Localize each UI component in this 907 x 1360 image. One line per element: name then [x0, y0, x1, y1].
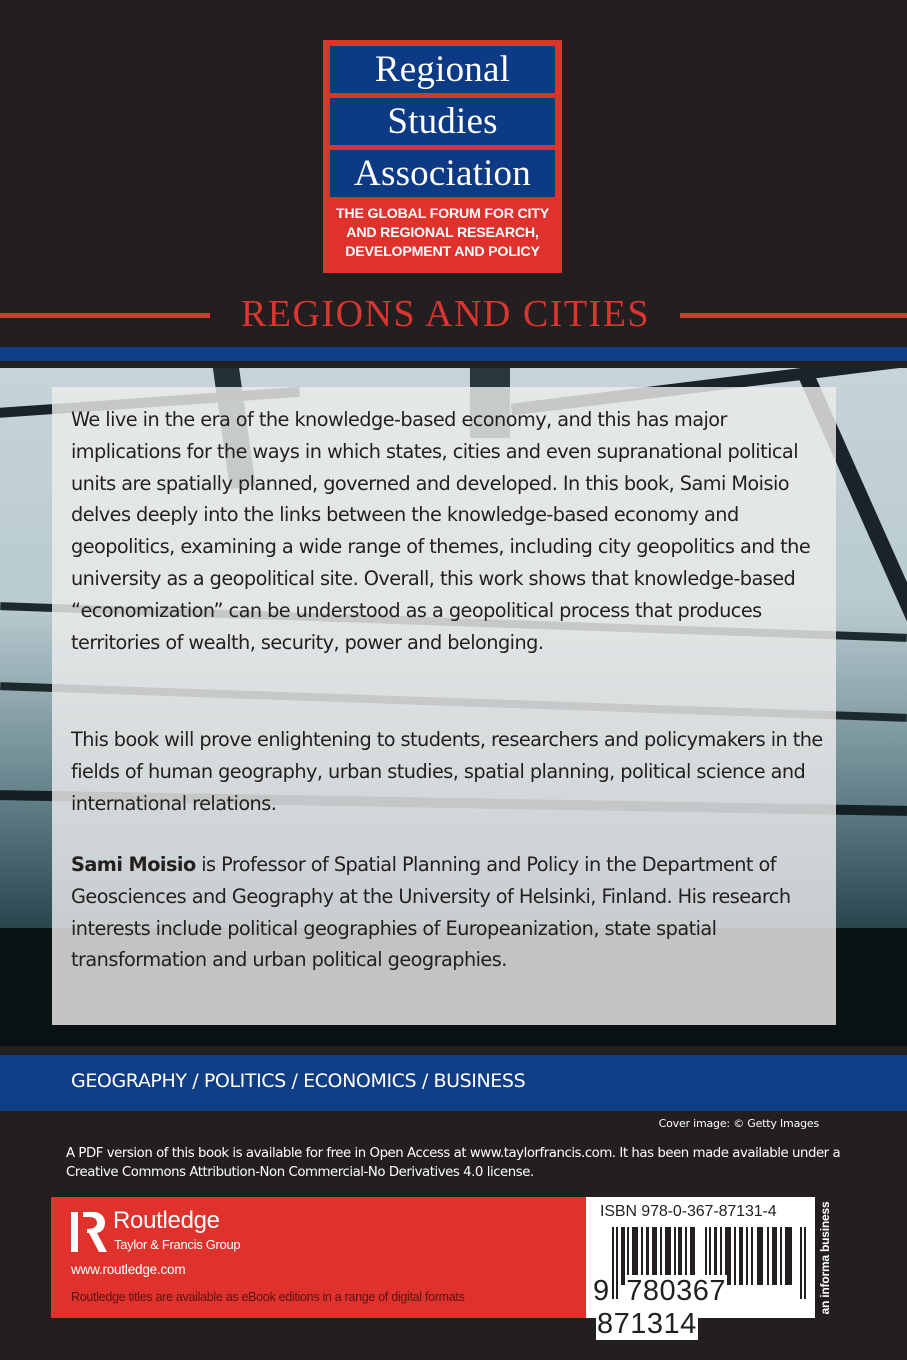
- logo-tagline: [330, 205, 555, 262]
- ean-group-1: 780367: [626, 1275, 726, 1307]
- publisher-block: [51, 1197, 586, 1318]
- author-bio-text: is Professor of Spatial Planning and Policy in the Department of Geosciences and Geography at the University of Helsinki, Finland. His research interests include political geographies of Europeanization, state spatial transformation and urban political geographies.: [71, 853, 791, 972]
- tagline-line-1: THE GLOBAL FORUM FOR CITY: [335, 206, 550, 222]
- subject-categories: GEOGRAPHY / POLITICS / ECONOMICS / BUSINESS: [71, 1070, 526, 1092]
- author-name: Sami Moisio: [71, 853, 196, 876]
- series-heading: [0, 290, 907, 336]
- logo-line-studies: Studies: [330, 98, 555, 145]
- divider-left: [0, 313, 210, 318]
- rsa-logo: [323, 40, 562, 273]
- blue-divider-band: [0, 347, 907, 361]
- subject-band: [0, 1055, 907, 1111]
- informa-label: [816, 1201, 834, 1314]
- ean-digits: [592, 1275, 815, 1341]
- cover-credit: Cover image: © Getty Images: [658, 1117, 819, 1130]
- ean-group-2: 871314: [597, 1308, 697, 1340]
- isbn-label: ISBN 978-0-367-87131-4: [600, 1203, 777, 1220]
- isbn-barcode: [586, 1197, 815, 1340]
- publisher-name: Routledge: [113, 1207, 220, 1234]
- publisher-group: Taylor & Francis Group: [114, 1237, 241, 1252]
- series-title: REGIONS AND CITIES: [240, 293, 651, 335]
- open-access-note: A PDF version of this book is available for free in Open Access at www.taylorfrancis.com. It has been made available under a Creative Commons Attribution-Non Commercial-No Derivatives 4.0 license.: [66, 1146, 841, 1180]
- informa-text: an informa business: [818, 1201, 832, 1314]
- ebook-note: Routledge titles are available as eBook editions in a range of digital formats: [71, 1290, 465, 1304]
- description-paragraph-2: This book will prove enlightening to students, researchers and policymakers in the fields of human geography, urban studies, spatial planning, political science and international relations.: [71, 728, 823, 815]
- routledge-logo-icon: [69, 1208, 109, 1256]
- tagline-line-2: AND REGIONAL RESEARCH,: [346, 225, 539, 241]
- logo-line-association: Association: [330, 150, 555, 197]
- publisher-url[interactable]: www.routledge.com: [71, 1262, 186, 1277]
- ean-lead-digit: 9: [593, 1275, 610, 1307]
- description-paragraph-1: We live in the era of the knowledge-based economy, and this has major implications for the ways in which states, cities and even supranational political units are spatially planned, governed and developed. In this book, Sami Moisio delves deeply into the links between the knowledge-based economy and geopolitics, examining a wide range of themes, including city geopolitics and the university as a geopolitical site. Overall, this work shows that knowledge-based “economization” can be understood as a geopolitical process that produces territories of wealth, security, power and belonging.: [71, 408, 811, 654]
- tagline-line-3: DEVELOPMENT AND POLICY: [345, 244, 540, 260]
- divider-right: [680, 313, 907, 318]
- author-bio: [71, 849, 841, 976]
- logo-line-regional: Regional: [330, 46, 555, 93]
